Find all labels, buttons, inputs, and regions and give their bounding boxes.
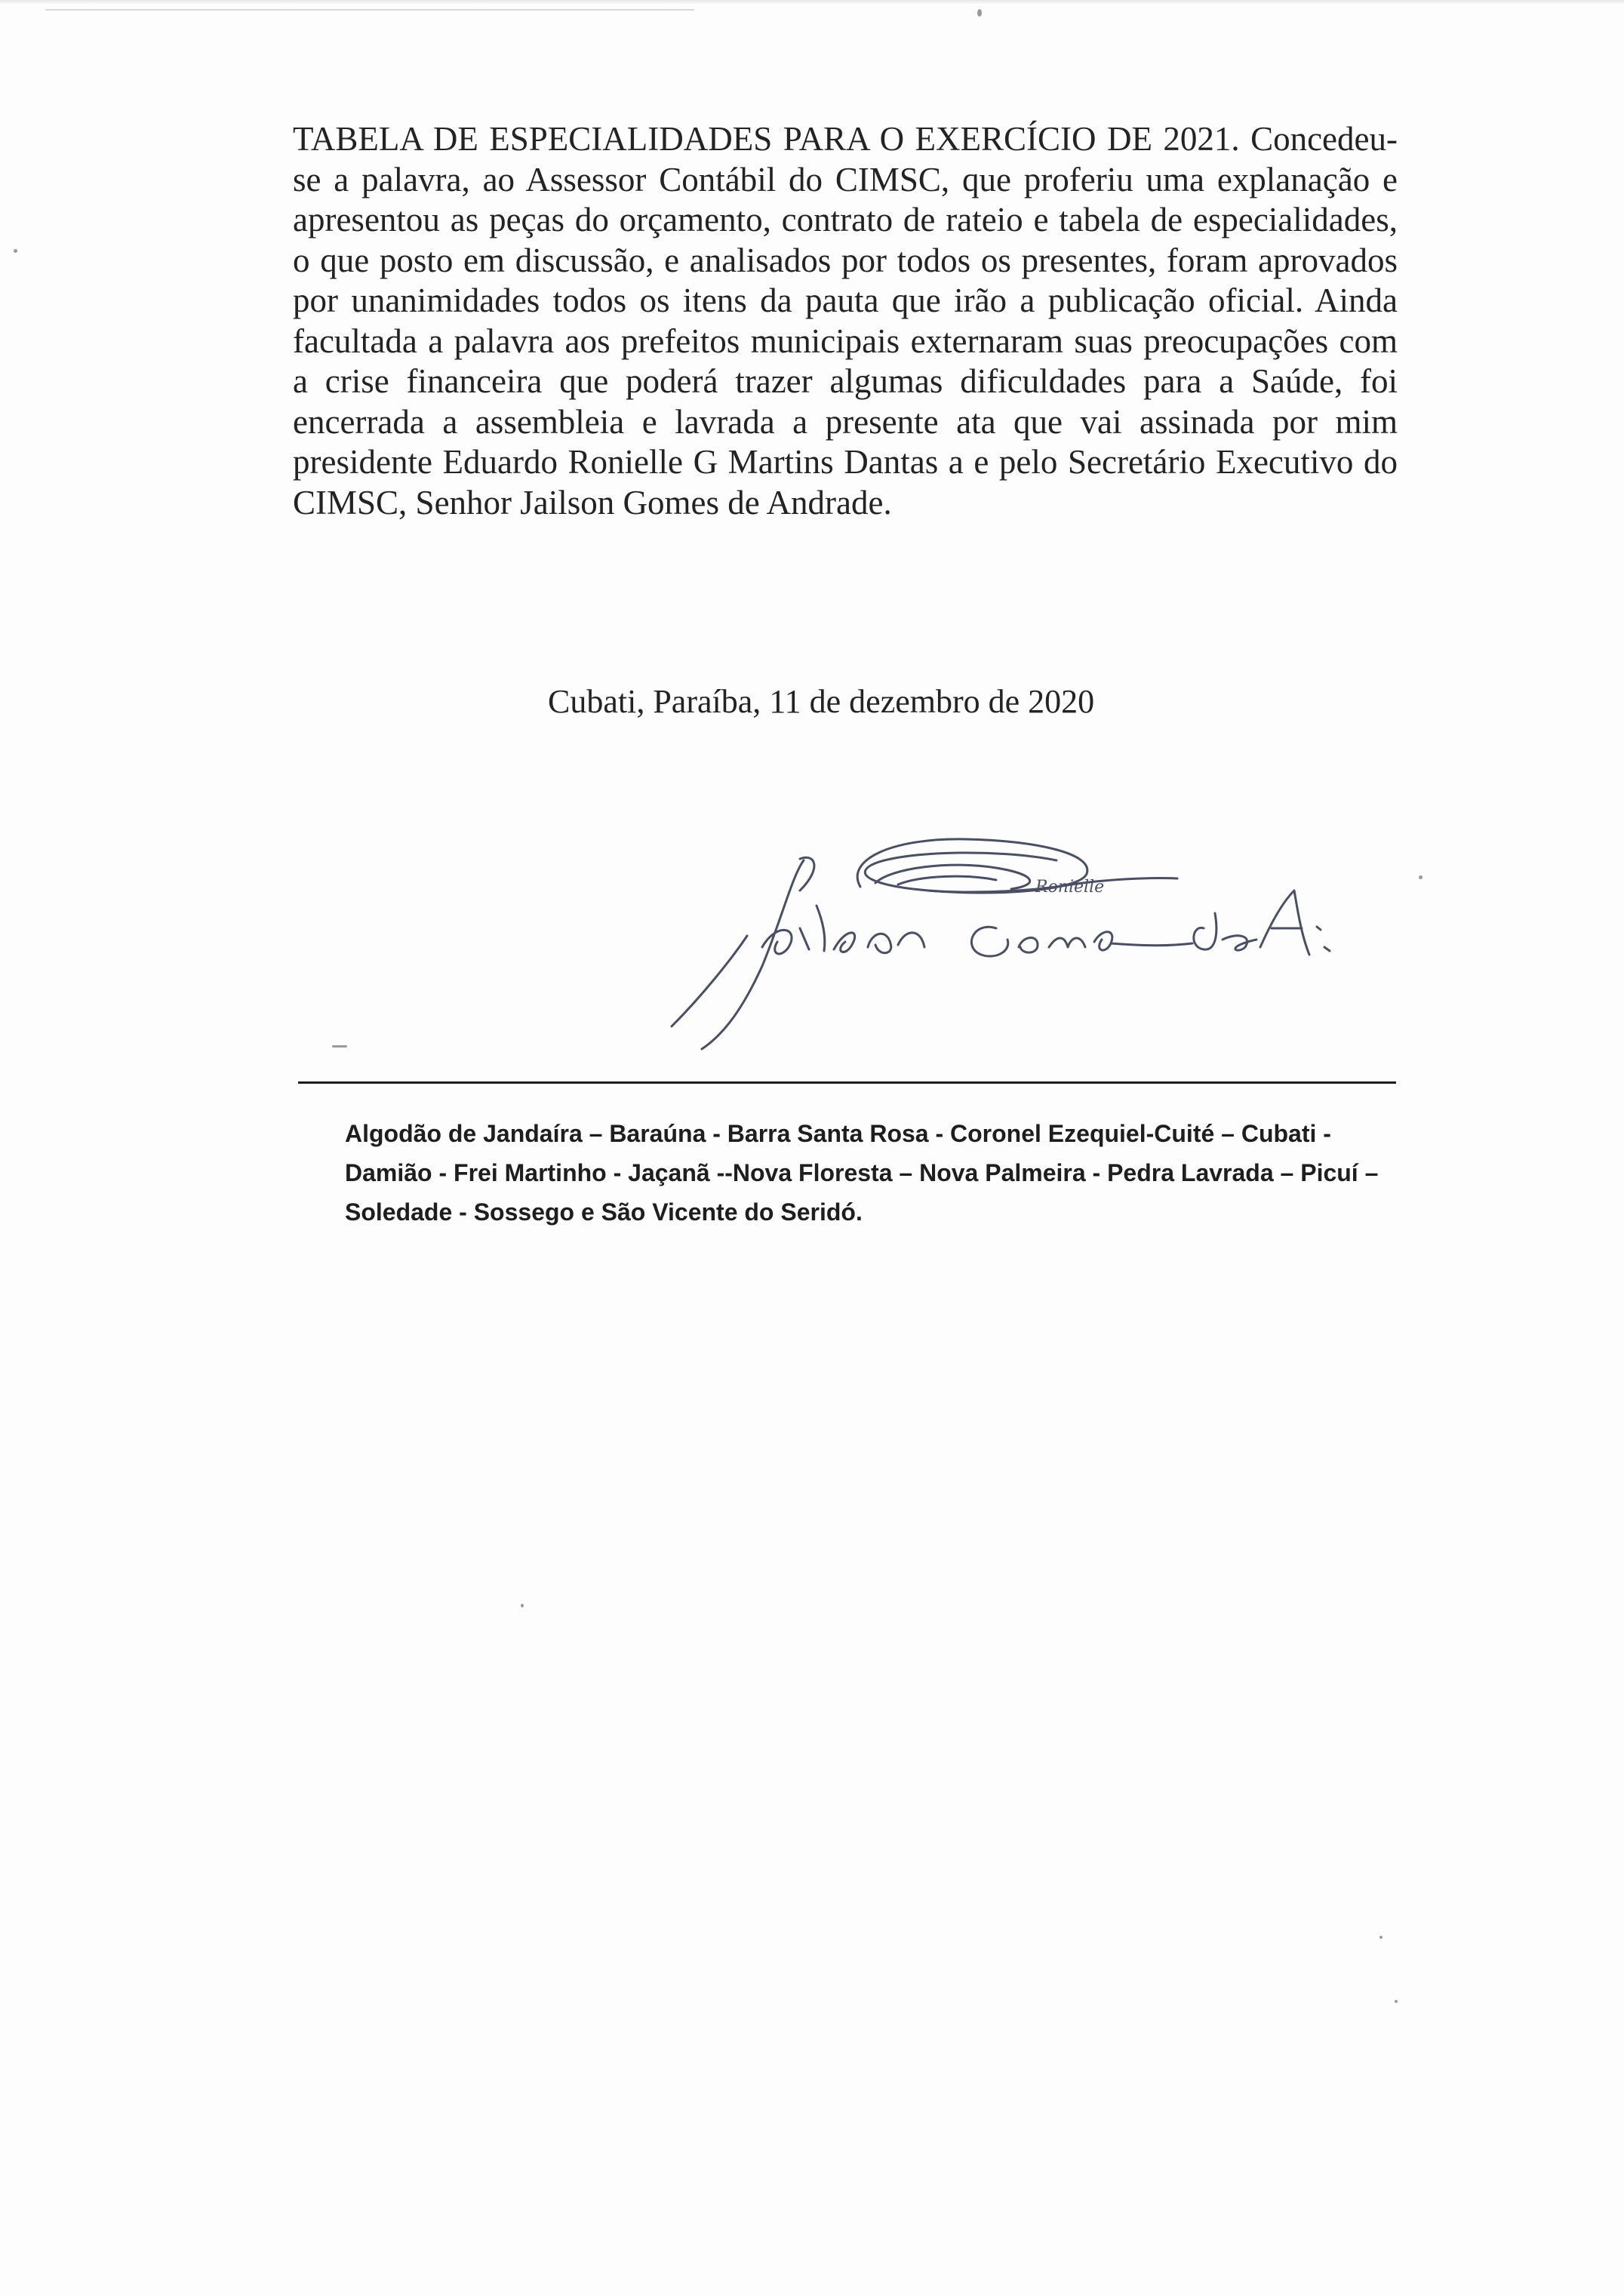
scan-speck — [1395, 2000, 1398, 2003]
minutes-body-paragraph: TABELA DE ESPECIALIDADES PARA O EXERCÍCIO DE 2021. Concedeu-se a palavra, ao Assessor Contábil do CIMSC, que proferiu uma explanação e apresentou as peças do orçamento, contrato de rateio e tabela de especialidades, o que posto em discussão, e analisados por todos os presentes, foram aprovados por unanimidades todos os itens da pauta que irão a publicação oficial. Ainda facultada a palavra aos prefeitos municipais externaram suas preocupações com a crise financeira que poderá trazer algumas dificuldades para a Saúde, foi encerrada a assembleia e lavrada a presente ata que vai assinada por mim presidente Eduardo Ronielle G Martins Dantas a e pelo Secretário Executivo do CIMSC, Senhor Jailson Gomes de Andrade. — [293, 120, 1398, 521]
scan-top-edge — [0, 0, 1624, 5]
scan-artifact-line — [45, 9, 694, 11]
scan-speck — [977, 9, 982, 17]
scan-speck — [1379, 1936, 1383, 1939]
signature-divider-line — [298, 1081, 1396, 1084]
footer-municipalities-list: Algodão de Jandaíra – Baraúna - Barra Santa Rosa - Coronel Ezequiel-Cuité – Cubati - Damião - Frei Martinho - Jaçanã --Nova Floresta – Nova Palmeira - Pedra Lavrada – Picuí – Soledade - Sossego e São Vicente do Seridó. — [345, 1120, 1379, 1226]
place-date-line: Cubati, Paraíba, 11 de dezembro de 2020 — [548, 683, 1095, 720]
scan-speck — [521, 1604, 524, 1607]
scan-speck — [1419, 875, 1423, 879]
handwritten-signature-icon — [574, 815, 1373, 1072]
scan-speck — [332, 1045, 347, 1048]
scan-speck — [14, 249, 17, 253]
svg-text:Ronielle: Ronielle — [1035, 878, 1105, 897]
